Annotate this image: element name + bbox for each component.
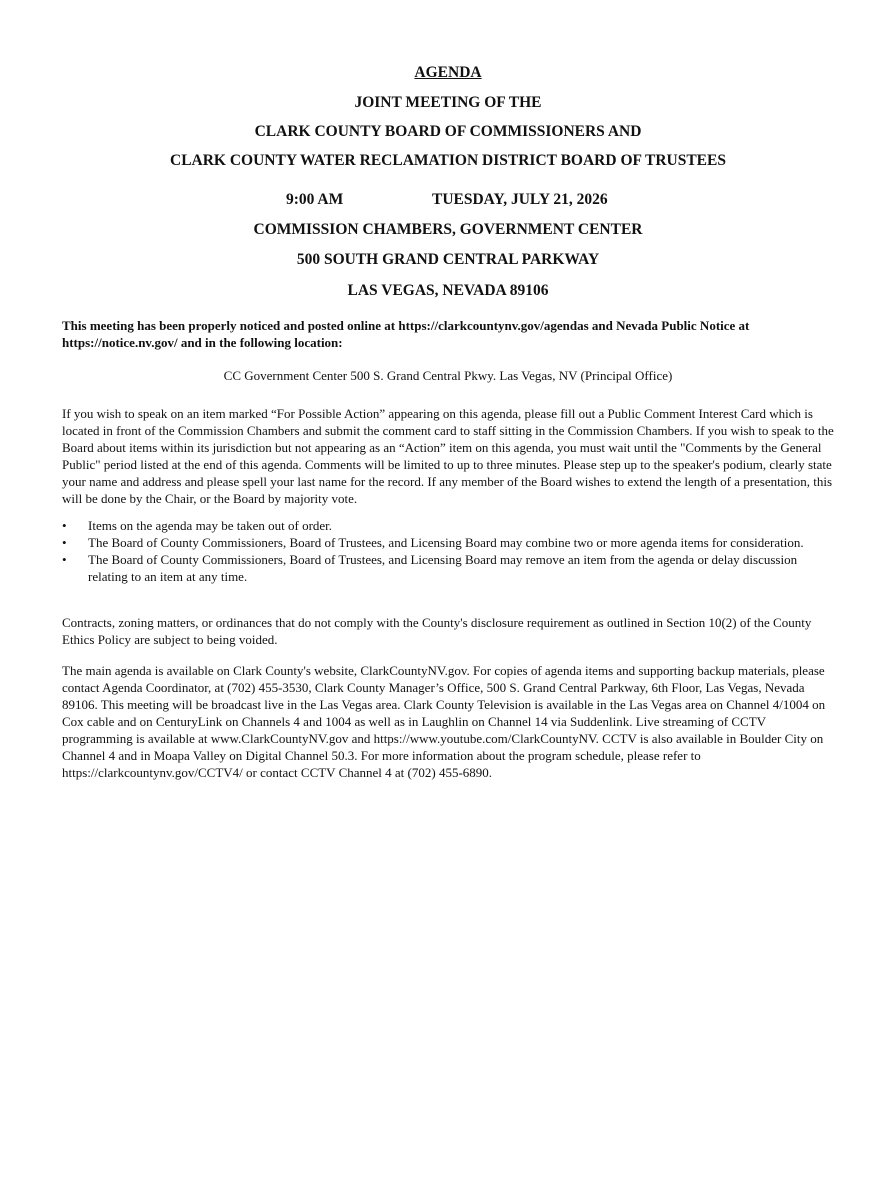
meeting-address: 500 SOUTH GRAND CENTRAL PARKWAY	[296, 251, 600, 268]
meeting-time: 9:00 AM	[286, 191, 344, 208]
list-item	[62, 517, 834, 534]
agenda-rules-list	[62, 517, 834, 585]
meeting-city: LAS VEGAS, NEVADA 89106	[347, 282, 549, 299]
list-item-text: The Board of County Commissioners, Board of Trustees, and Licensing Board may remove an item from the agenda or delay discussion relating to an item at any time.	[88, 552, 798, 584]
list-item-text: The Board of County Commissioners, Board of Trustees, and Licensing Board may combine two or more agenda items for consideration.	[88, 535, 804, 550]
bullet-icon: •	[62, 535, 67, 550]
agenda-availability-paragraph: The main agenda is available on Clark County's website, ClarkCountyNV.gov. For copies of agenda items and supporting backup materials, please contact Agenda Coordinator, at (702) 455-3530, Clark County Manager’s Office, 500 S. Grand Central Parkway, 6th Floor, Las Vegas, Nevada 89106. This meeting will be broadcast live in the Las Vegas area. Clark County Television is available in the Las Vegas area on Channel 4/1004 on Cox cable and on CenturyLink on Channels 4 and 1004 as well as in Laughlin on Channel 14 via Suddenlink. Live streaming of CCTV programming is available at www.ClarkCountyNV.gov and https://www.youtube.com/ClarkCountyNV. CCTV is also available in Boulder City on Channel 4 and in Moapa Valley on Digital Channel 50.3. For more information about the program schedule, please refer to https://clarkcountynv.gov/CCTV4/ or contact CCTV Channel 4 at (702) 455-6890.	[62, 663, 826, 780]
posting-location: CC Government Center 500 S. Grand Central Pkwy. Las Vegas, NV (Principal Office)	[223, 368, 673, 383]
meeting-heading-line-2: CLARK COUNTY BOARD OF COMMISSIONERS AND	[254, 123, 642, 140]
list-item	[62, 551, 834, 585]
meeting-heading-line-3: CLARK COUNTY WATER RECLAMATION DISTRICT BOARD OF TRUSTEES	[170, 152, 726, 169]
list-item	[62, 534, 834, 551]
posting-notice: This meeting has been properly noticed and posted online at https://clarkcountynv.gov/agendas and Nevada Public Notice at https://notice.nv.gov/ and in the following location:	[62, 318, 750, 350]
bullet-icon: •	[62, 518, 67, 533]
list-item-text: Items on the agenda may be taken out of order.	[88, 518, 333, 533]
disclosure-paragraph: Contracts, zoning matters, or ordinances that do not comply with the County's disclosure requirement as outlined in Section 10(2) of the County Ethics Policy are subject to being voided.	[62, 615, 812, 647]
agenda-title: AGENDA	[414, 64, 482, 81]
bullet-icon: •	[62, 552, 67, 567]
public-comment-paragraph: If you wish to speak on an item marked “For Possible Action” appearing on this agenda, please fill out a Public Comment Interest Card which is located in front of the Commission Chambers and submit the comment card to staff sitting in the Commission Chambers. If you wish to speak to the Board about items within its jurisdiction but not appearing as an “Action” item on this agenda, you must wait until the "Comments by the General Public" period listed at the end of this agenda. Comments will be limited to up to three minutes. Please step up to the speaker's podium, clearly state your name and address and please spell your last name for the record. If any member of the Board wishes to extend the length of a presentation, this will be done by the Chair, or the Board by majority vote.	[62, 406, 834, 506]
meeting-time-row	[0, 191, 896, 211]
meeting-date: TUESDAY, JULY 21, 2026	[432, 191, 608, 208]
meeting-venue: COMMISSION CHAMBERS, GOVERNMENT CENTER	[253, 221, 643, 238]
meeting-heading-line-1: JOINT MEETING OF THE	[354, 94, 542, 111]
